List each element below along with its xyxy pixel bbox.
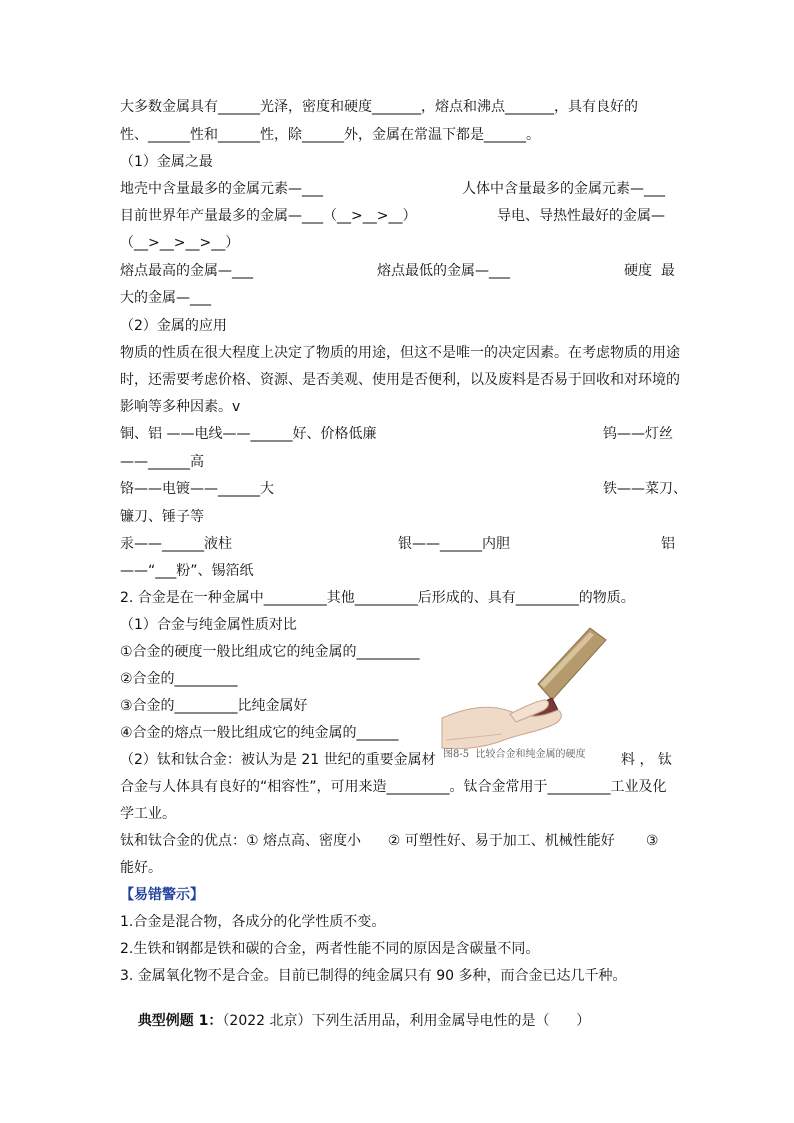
extreme-conductivity-order: （__>__>__>__） — [120, 235, 240, 251]
use-mercury: 汞——______液柱 — [120, 536, 232, 552]
comparison-melting: ④合金的熔点一般比组成它的纯金属的______ — [120, 725, 399, 741]
use-silver: 银——______内胆 — [398, 536, 510, 552]
applications-para-2: 时，还需要考虑价格、资源、是否美观、使用是否便利，以及废料是否易于回收和对环境的 — [120, 372, 680, 388]
use-iron: 铁——菜刀、 — [603, 481, 687, 497]
section-heading-extremes: （1）金属之最 — [120, 154, 213, 170]
extreme-lowest-melting: 熔点最低的金属—___ — [377, 263, 510, 279]
titanium-line-1: （2）钛和钛合金：被认为是 21 世纪的重要金属材 — [120, 752, 436, 768]
comparison-hardness: ①合金的硬度一般比组成它的纯金属的_________ — [120, 644, 420, 660]
comparison-3: ③合金的_________比纯金属好 — [120, 698, 308, 714]
titanium-advantages-cont: 能好。 — [120, 860, 162, 876]
figure-caption: 图8-5 比较合金和纯金属的硬度 — [443, 749, 586, 760]
extreme-production: 目前世界年产量最多的金属—___（__>__>__） — [120, 208, 417, 224]
alloy-hardness-figure — [440, 622, 610, 762]
titanium-advantages: 钛和钛合金的优点：① 熔点高、密度小 ② 可塑性好、易于加工、机械性能好 ③ — [120, 833, 659, 849]
use-aluminum-cont: ——“___粉”、锡箔纸 — [120, 563, 254, 579]
titanium-line-2: 合金与人体具有良好的“相容性”，可用来造_________。钛合金常用于_________工业及化 — [120, 779, 667, 795]
example-label: 典型例题 1： — [137, 1013, 223, 1029]
intro-line-2: 性、______性和______性，除______外，金属在常温下都是______。 — [120, 127, 540, 143]
section-heading-applications: （2）金属的应用 — [120, 318, 227, 334]
comparison-2: ②合金的_________ — [120, 671, 238, 687]
use-tungsten-cont: ——______高 — [120, 454, 204, 470]
example-question — [120, 994, 590, 1048]
warning-3: 3. 金属氧化物不是合金。目前已制得的纯金属只有 90 多种，而合金已达几千种。 — [120, 968, 627, 984]
use-chromium: 铬——电镀——______大 — [120, 481, 274, 497]
extreme-hardness: 硬度 最 — [624, 263, 675, 279]
applications-para-1: 物质的性质在很大程度上决定了物质的用途，但这不是唯一的决定因素。在考虑物质的用途 — [120, 345, 680, 361]
extreme-conductivity: 导电、导热性最好的金属— — [497, 208, 665, 224]
intro-line-1: 大多数金属具有______光泽，密度和硬度_______，熔点和沸点_______，具有良好的 — [120, 99, 638, 115]
applications-para-3: 影响等多种因素。v — [120, 399, 241, 415]
warning-2: 2.生铁和钢都是铁和碳的合金，两者性能不同的原因是含碳量不同。 — [120, 941, 540, 957]
section-heading-comparison: （1）合金与纯金属性质对比 — [120, 617, 297, 633]
extreme-crust: 地壳中含量最多的金属元素—___ — [120, 181, 323, 197]
warning-1: 1.合金是混合物，各成分的化学性质不变。 — [120, 914, 386, 930]
extreme-hardness-cont: 大的金属—___ — [120, 290, 211, 306]
use-tungsten: 钨——灯丝 — [603, 426, 673, 442]
titanium-line-1-end: 料 ， 钛 — [621, 752, 672, 768]
use-copper-aluminum: 铜、铝 ——电线——______好、价格低廉 — [120, 426, 377, 442]
use-iron-cont: 镰刀、锤子等 — [120, 509, 204, 525]
use-aluminum: 铝 — [661, 536, 675, 552]
extreme-highest-melting: 熔点最高的金属—___ — [120, 263, 253, 279]
alloy-definition: 2. 合金是在一种金属中_________其他_________后形成的、具有_________的物质。 — [120, 590, 635, 606]
warning-title: 【易错警示】 — [120, 887, 204, 903]
example-text: （2022 北京）下列生活用品，利用金属导电性的是（ ） — [222, 1013, 591, 1029]
extreme-body: 人体中含量最多的金属元素—___ — [462, 181, 665, 197]
hand-plate-illustration — [440, 622, 610, 762]
titanium-line-3: 学工业。 — [120, 806, 176, 822]
